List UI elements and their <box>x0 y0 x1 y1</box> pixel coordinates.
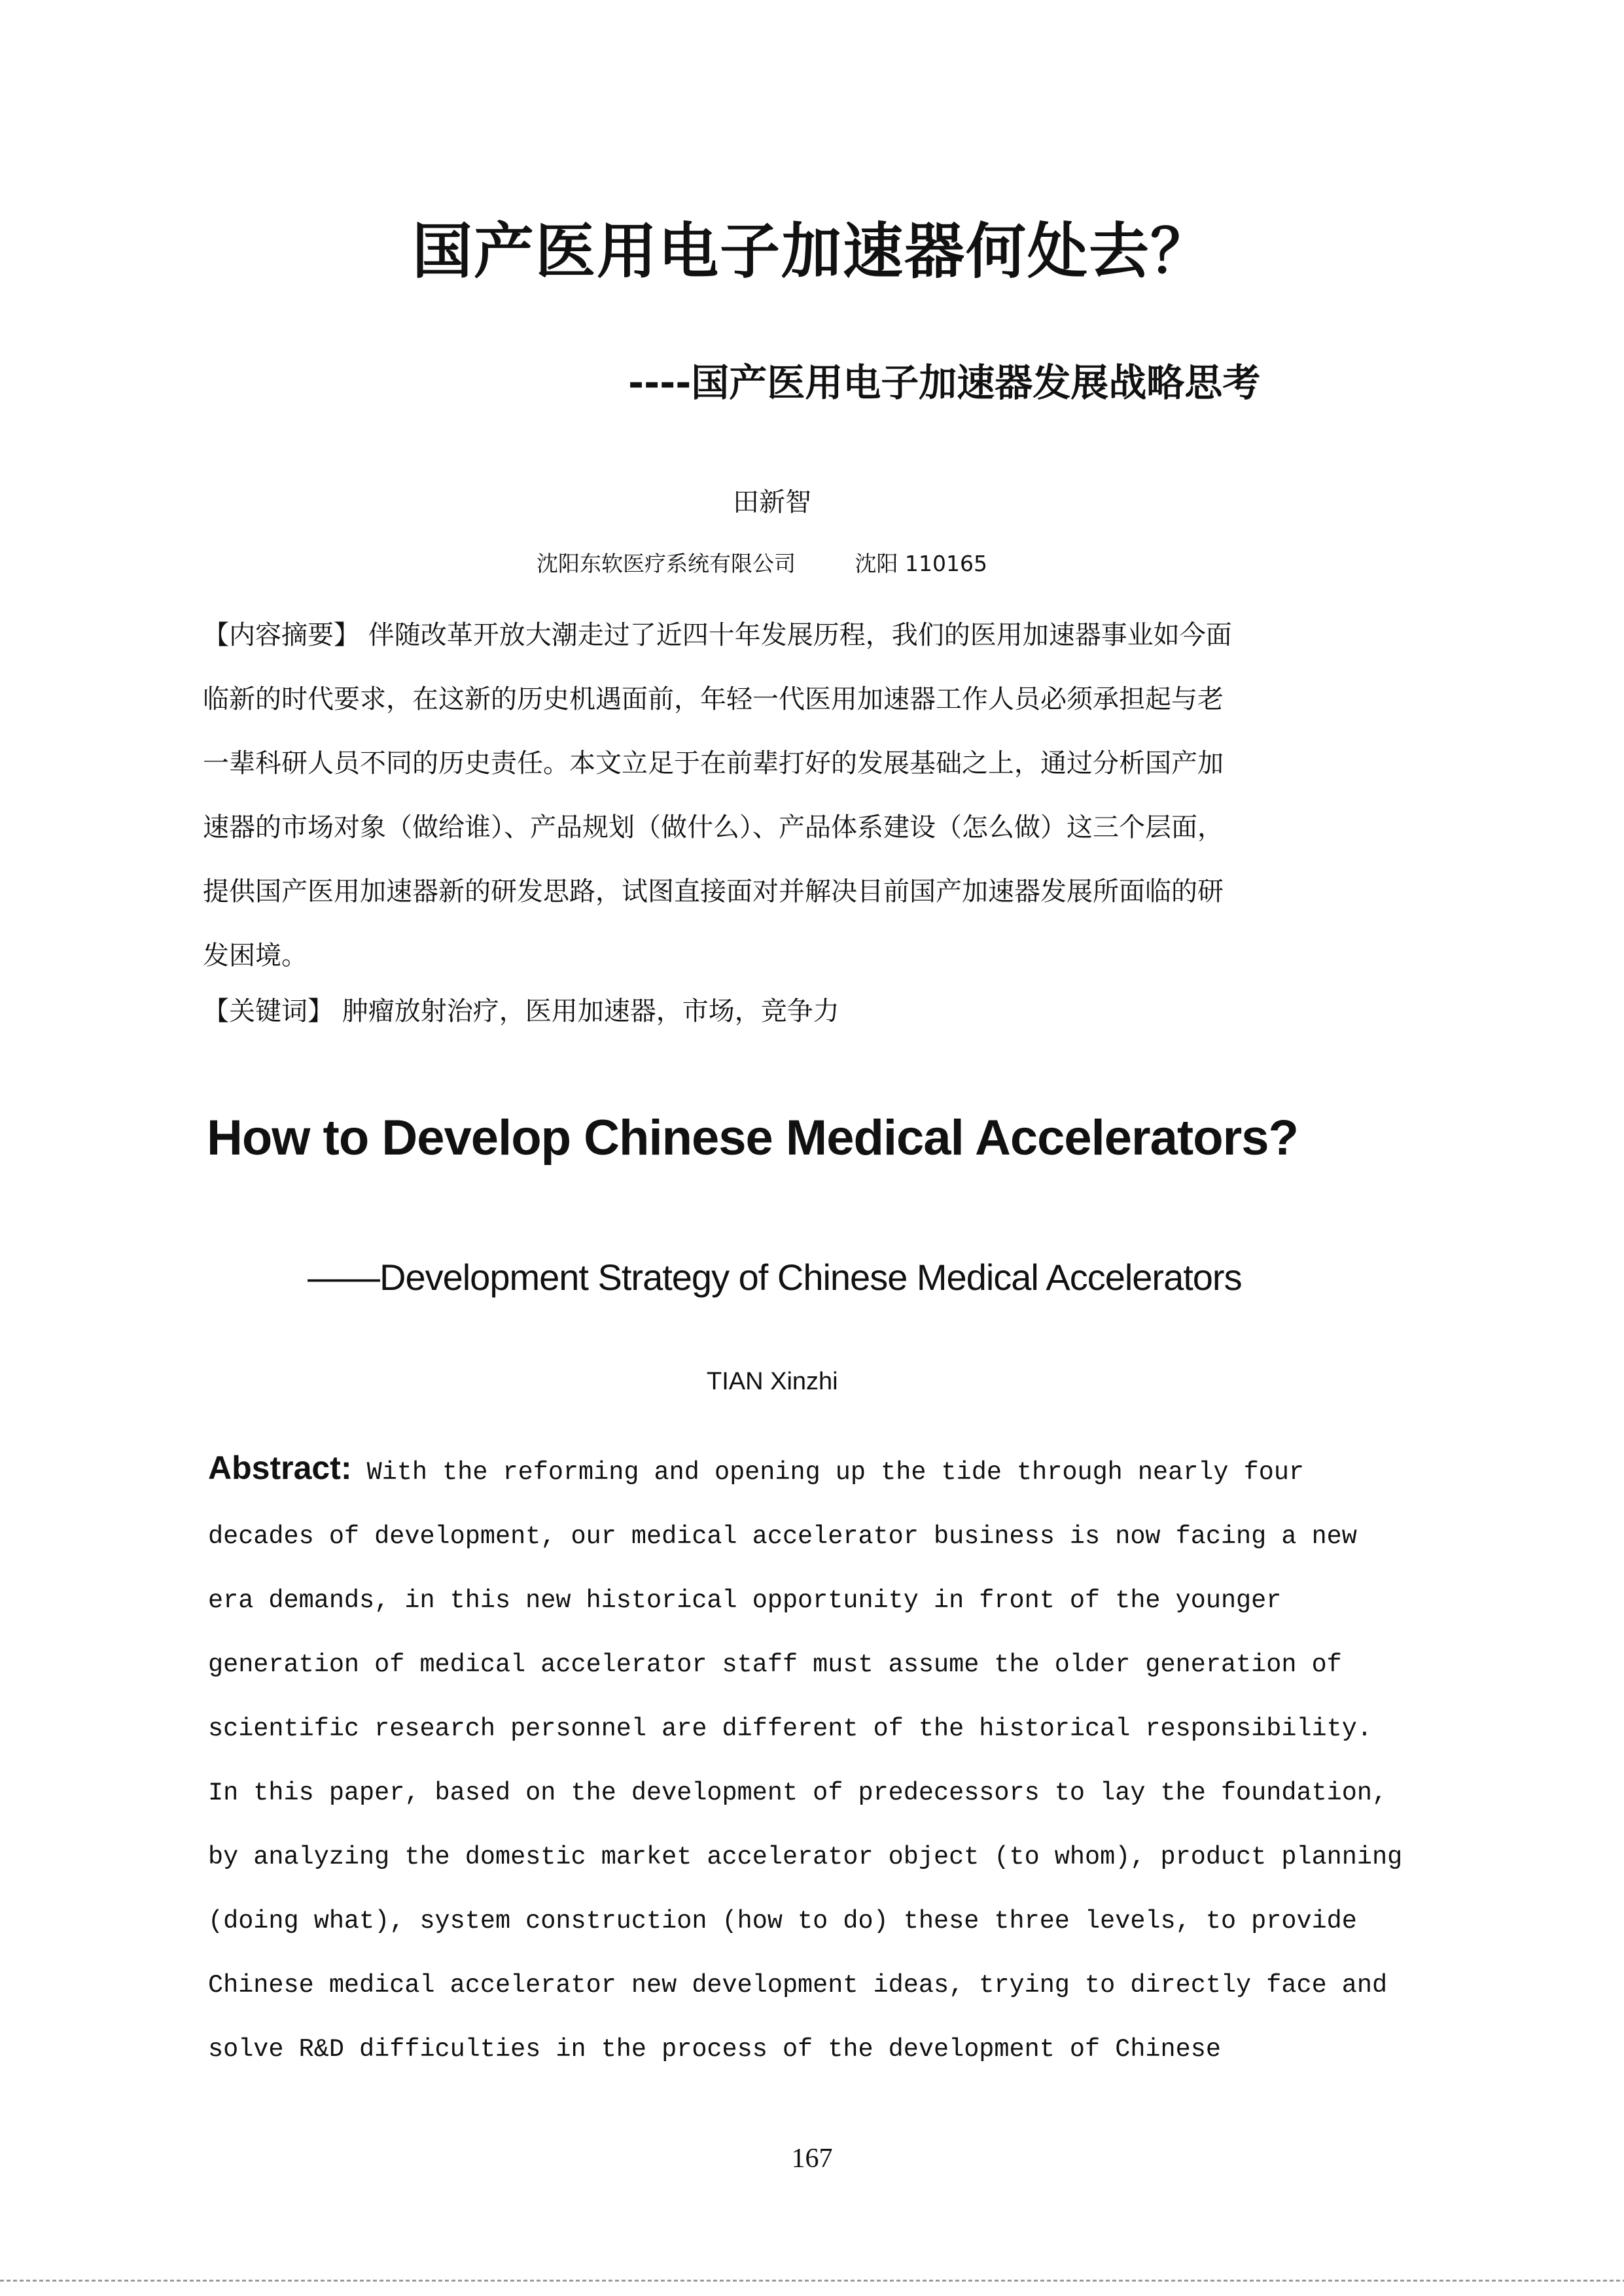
english-author: TIAN Xinzhi <box>707 1368 838 1395</box>
chinese-abstract-line: 发困境。 <box>203 941 308 971</box>
english-abstract-line: decades of development, our medical accelerator business is now facing a new <box>208 1522 1357 1551</box>
english-abstract-line: Chinese medical accelerator new development ideas, trying to directly face and <box>208 1971 1388 2000</box>
english-abstract <box>208 1436 1403 2081</box>
chinese-abstract-line: 一辈科研人员不同的历史责任。本文立足于在前辈打好的发展基础之上，通过分析国产加 <box>203 748 1224 778</box>
english-subtitle: ——Development Strategy of Chinese Medical Accelerators <box>308 1257 1242 1298</box>
chinese-abstract <box>203 603 1361 988</box>
english-abstract-line: by analyzing the domestic market accelerator object (to whom), product planning <box>208 1843 1403 1871</box>
english-abstract-line: era demands, in this new historical opportunity in front of the younger <box>208 1586 1282 1615</box>
page-number: 167 <box>791 2144 833 2174</box>
scan-edge-divider <box>0 2280 1624 2282</box>
english-abstract-line: (doing what), system construction (how to do) these three levels, to provide <box>208 1907 1357 1936</box>
chinese-abstract-line: 临新的时代要求，在这新的历史机遇面前，年轻一代医用加速器工作人员必须承担起与老 <box>203 684 1224 714</box>
chinese-abstract-line: 提供国产医用加速器新的研发思路，试图直接面对并解决目前国产加速器发展所面临的研 <box>203 877 1224 907</box>
chinese-author: 田新智 <box>733 487 811 517</box>
affiliation-city: 沈阳 110165 <box>855 551 987 576</box>
affiliation-name: 沈阳东软医疗系统有限公司 <box>537 551 796 576</box>
chinese-affiliation <box>537 548 987 580</box>
english-abstract-text: With the reforming and opening up the tide through nearly four <box>351 1458 1305 1487</box>
english-abstract-line: solve R&D difficulties in the process of the development of Chinese <box>208 2035 1221 2064</box>
english-abstract-line: In this paper, based on the development of predecessors to lay the foundation, <box>208 1779 1388 1807</box>
abstract-label: Abstract: <box>208 1450 352 1486</box>
english-abstract-line: generation of medical accelerator staff must assume the older generation of <box>208 1650 1342 1679</box>
english-abstract-first-line <box>208 1436 1373 1505</box>
english-abstract-line: scientific research personnel are different of the historical responsibility. <box>208 1714 1372 1743</box>
chinese-abstract-line: 速器的市场对象（做给谁）、产品规划（做什么）、产品体系建设（怎么做）这三个层面， <box>203 812 1224 843</box>
english-title: How to Develop Chinese Medical Accelerators? <box>207 1110 1298 1166</box>
chinese-title: 国产医用电子加速器何处去？ <box>412 217 1212 287</box>
chinese-keywords: 【关键词】 肿瘤放射治疗，医用加速器，市场，竞争力 <box>203 996 839 1026</box>
chinese-abstract-line: 【内容摘要】 伴随改革开放大潮走过了近四十年发展历程，我们的医用加速器事业如今面 <box>203 620 1232 650</box>
chinese-subtitle: ----国产医用电子加速器发展战略思考 <box>628 360 1261 405</box>
